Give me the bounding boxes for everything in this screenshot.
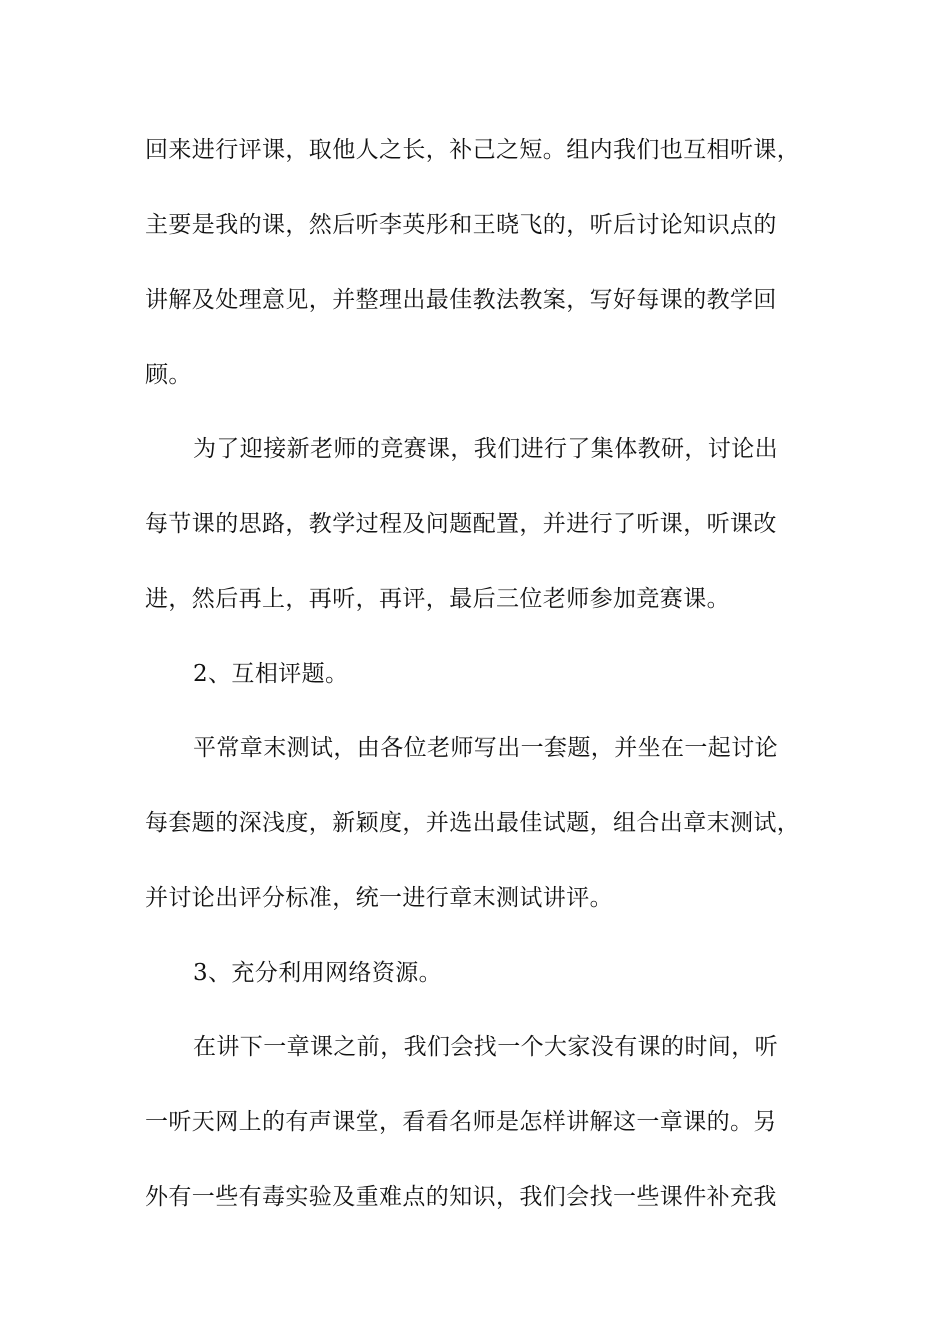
paragraph-line: 讲解及处理意见，并整理出最佳教法教案，写好每课的教学回	[145, 287, 777, 313]
paragraph-line: 一听天网上的有声课堂，看看名师是怎样讲解这一章课的。另	[145, 1109, 777, 1135]
paragraph-line: 主要是我的课，然后听李英彤和王晓飞的，听后讨论知识点的	[145, 212, 777, 238]
paragraph-line: 顾。	[145, 362, 192, 388]
section-heading: 2、互相评题。	[193, 661, 349, 687]
paragraph-line: 为了迎接新老师的竞赛课，我们进行了集体教研，讨论出	[193, 436, 778, 462]
paragraph-line: 进，然后再上，再听，再评，最后三位老师参加竞赛课。	[145, 586, 730, 612]
paragraph-line: 在讲下一章课之前，我们会找一个大家没有课的时间，听	[193, 1034, 778, 1060]
paragraph-line: 回来进行评课，取他人之长，补己之短。组内我们也互相听课，	[145, 137, 801, 163]
paragraph-line: 每套题的深浅度，新颖度，并选出最佳试题，组合出章末测试，	[145, 810, 801, 836]
paragraph-line: 平常章末测试，由各位老师写出一套题，并坐在一起讨论	[193, 735, 778, 761]
paragraph-line: 每节课的思路，教学过程及问题配置，并进行了听课，听课改	[145, 511, 777, 537]
paragraph-line: 并讨论出评分标准，统一进行章末测试讲评。	[145, 885, 613, 911]
section-heading: 3、充分利用网络资源。	[193, 960, 443, 986]
paragraph-line: 外有一些有毒实验及重难点的知识，我们会找一些课件补充我	[145, 1184, 777, 1210]
